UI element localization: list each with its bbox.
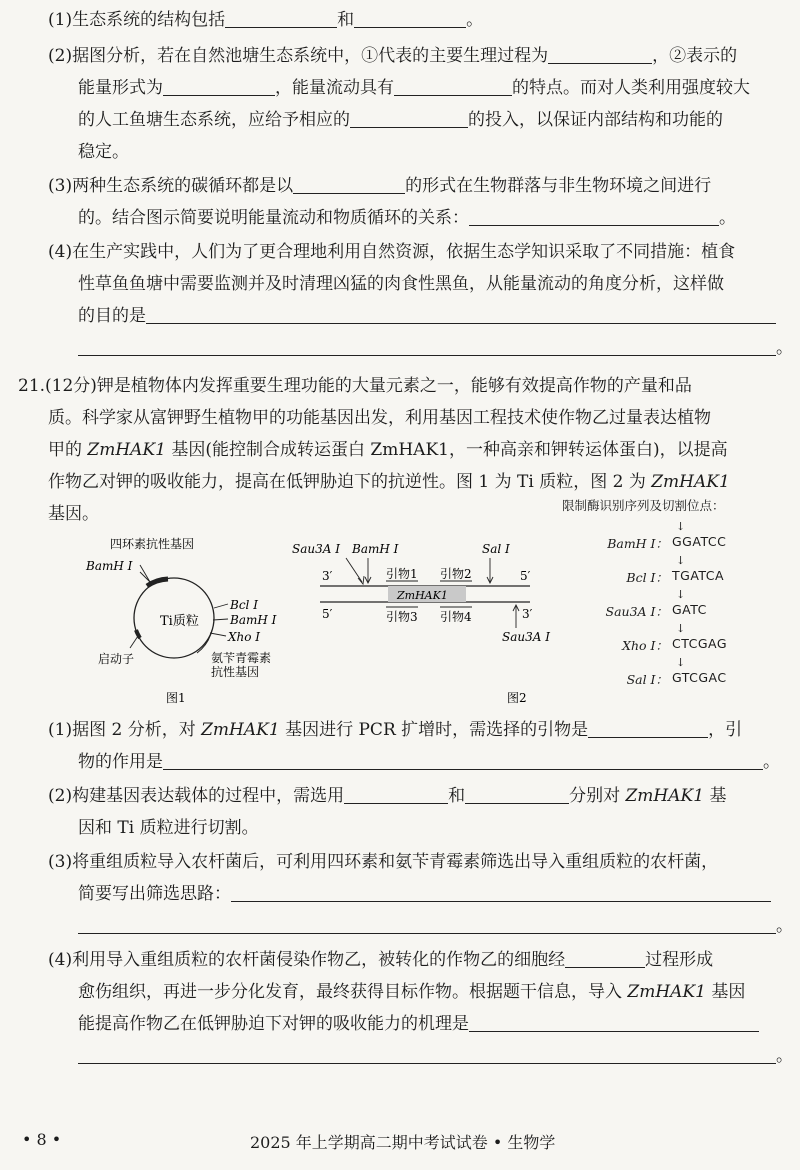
enzyme-row [578, 622, 778, 656]
tet-label: 四环素抗性基因 [110, 537, 195, 551]
q21-part2-line1 [48, 782, 800, 810]
text: (2)据图分析，若在自然池塘生态系统中，①代表的主要生理过程为 [48, 46, 549, 66]
text: 的特点。而对人类利用强度较大 [512, 78, 750, 98]
end-3-top: 3′ [322, 569, 333, 583]
text: 。 [776, 1046, 793, 1066]
q20-part2-line1 [48, 42, 800, 70]
amp-label-2: 抗性基因 [211, 665, 260, 679]
text: 和 [337, 10, 355, 30]
answer-blank[interactable] [78, 1045, 776, 1064]
text: 分别对 [569, 786, 621, 806]
text: ，②表示的 [652, 46, 738, 66]
gene-box-label: ZmHAK1 [397, 589, 448, 602]
enzyme-title [562, 498, 725, 514]
q21-part4-line3 [78, 1010, 800, 1038]
text: ，能量流动具有 [275, 78, 394, 98]
q21-stem-line1 [18, 372, 800, 400]
promoter-pointer [130, 636, 138, 648]
answer-blank[interactable] [588, 719, 708, 738]
text: 能量形式为 [78, 78, 163, 98]
amp-label-1: 氨苄青霉素 [211, 651, 272, 665]
q21-stem-line4 [48, 468, 800, 496]
enzyme-sequence: GATC [672, 602, 707, 617]
answer-blank[interactable] [469, 207, 719, 226]
answer-blank[interactable] [78, 337, 776, 356]
text: (2)构建基因表达载体的过程中，需选用 [48, 786, 345, 806]
answer-blank[interactable] [163, 751, 763, 770]
cut-arrow-icon: ↓ [676, 656, 686, 669]
text: 作物乙对钾的吸收能力，提高在低钾胁迫下的抗逆性。图 1 为 Ti 质粒，图 2 为 [48, 472, 646, 492]
text: 基因。 [48, 504, 99, 524]
xho-pointer [210, 633, 226, 636]
sau3a-top-arrow [346, 558, 362, 582]
cut-arrow-icon: ↓ [676, 588, 686, 601]
bamh-left-pointer [140, 572, 152, 584]
q20-part1 [48, 6, 800, 34]
plasmid-label: Ti质粒 [160, 614, 199, 629]
bcl-label: Bcl Ⅰ [230, 598, 258, 612]
figure-1-plasmid [85, 536, 277, 705]
answer-blank[interactable] [350, 109, 468, 128]
answer-blank[interactable] [469, 1013, 759, 1032]
text: 物的作用是 [78, 752, 163, 772]
q21-part2-line2 [78, 814, 800, 842]
enzyme-sequence: GGATCC [672, 534, 727, 549]
text: 的形式在生物群落与非生物环境之间进行 [405, 176, 712, 196]
bamh-right-label: BamH Ⅰ [230, 613, 277, 627]
q20-part2-line3 [78, 106, 800, 134]
text: (3)将重组质粒导入农杆菌后，可利用四环素和氨苄青霉素筛选出导入重组质粒的农杆菌， [48, 852, 719, 872]
text: 能提高作物乙在低钾胁迫下对钾的吸收能力的机理是 [78, 1014, 469, 1034]
enzyme-sequence: CTCGAG [672, 636, 728, 651]
q20-part2-line2 [78, 74, 800, 102]
text: 简要写出筛选思路： [78, 884, 231, 904]
text: (4)在生产实践中，人们为了更合理地利用自然资源，依据生态学知识采取了不同措施：植食 [48, 242, 736, 262]
text: 基因进行 PCR 扩增时，需选择的引物是 [285, 720, 589, 740]
gene-name: ZmHAK1 [625, 786, 705, 806]
text: 。 [719, 208, 736, 228]
bamh-left-label: BamH Ⅰ [86, 559, 133, 573]
text: 的人工鱼塘生态系统，应给予相应的 [78, 110, 350, 130]
enzyme-row [578, 588, 778, 622]
q20-part4-line1 [48, 238, 800, 266]
q20-part4-line3 [78, 302, 800, 330]
q20-part3-line2 [78, 204, 800, 232]
q20-part4-line2 [78, 270, 800, 298]
text: 21.(12分)钾是植物体内发挥重要生理功能的大量元素之一，能够有效提高作物的产量和品 [18, 376, 692, 396]
end-5-top: 5′ [520, 569, 531, 583]
text: 基因 [711, 982, 746, 1002]
enzyme-sequence: GTCGAC [672, 670, 727, 685]
figure-2-caption: 图2 [507, 691, 527, 705]
q20-part2-line4 [78, 138, 800, 166]
page-number: • 8 • [22, 1130, 62, 1149]
answer-blank[interactable] [394, 77, 512, 96]
figure-2-gene [292, 542, 550, 705]
sau3a-top-label: Sau3A Ⅰ [292, 542, 340, 556]
text: 。 [776, 916, 793, 936]
enzyme-name: BamH Ⅰ： [607, 536, 668, 551]
primer-2-label: 引物2 [440, 567, 472, 581]
text: 基 [709, 786, 727, 806]
enzyme-name: Xho Ⅰ： [622, 638, 668, 653]
answer-blank[interactable] [163, 77, 275, 96]
promoter-label: 启动子 [98, 652, 135, 666]
q21-part1-line1 [48, 716, 800, 744]
enzyme-row [578, 656, 778, 690]
gene-name: ZmHAK1 [201, 720, 280, 740]
text: (4)利用导入重组质粒的农杆菌侵染作物乙，被转化的作物乙的细胞经 [48, 950, 566, 970]
sal-top-label: Sal Ⅰ [482, 542, 510, 556]
text: ，引 [708, 720, 743, 740]
q20-part4-line4 [78, 334, 800, 362]
end-3-bottom: 3′ [522, 607, 533, 621]
q21-part4-line4 [78, 1042, 800, 1070]
end-5-bottom: 5′ [322, 607, 333, 621]
answer-blank[interactable] [293, 175, 405, 194]
q21-stem-line2 [48, 404, 800, 432]
text: 甲的 [48, 440, 82, 460]
text: 的投入，以保证内部结构和功能的 [468, 110, 723, 130]
enzyme-name: Bcl Ⅰ： [626, 570, 668, 585]
sau3a-bottom-label: Sau3A Ⅰ [502, 630, 550, 644]
answer-blank[interactable] [225, 9, 337, 28]
text: 因和 Ti 质粒进行切割。 [78, 818, 259, 838]
cut-arrow-icon: ↓ [676, 554, 686, 567]
text: (1)据图 2 分析，对 [48, 720, 196, 740]
q21-part1-line2 [78, 748, 800, 776]
q21-part4-line2 [78, 978, 800, 1006]
q21-part3-line1 [48, 848, 800, 876]
text: 基因(能控制合成转运蛋白 ZmHAK1，一种高亲和钾转运体蛋白)，以提高 [171, 440, 728, 460]
text: (3)两种生态系统的碳循环都是以 [48, 176, 294, 196]
answer-blank[interactable] [146, 305, 776, 324]
primer-3-label: 引物3 [386, 610, 418, 624]
text: 的。结合图示简要说明能量流动和物质循环的关系： [78, 208, 469, 228]
answer-blank[interactable] [78, 915, 776, 934]
answer-blank[interactable] [354, 9, 466, 28]
gene-name: ZmHAK1 [87, 440, 166, 460]
cut-arrow-icon: ↓ [676, 622, 686, 635]
enzyme-row [578, 520, 778, 554]
text: 稳定。 [78, 142, 129, 162]
cut-arrow-icon: ↓ [676, 520, 686, 533]
text: 。 [466, 10, 484, 30]
primer-4-label: 引物4 [440, 610, 472, 624]
text: 和 [448, 786, 466, 806]
bcl-pointer [214, 604, 228, 608]
q21-stem-line3 [48, 436, 800, 464]
enzyme-name: Sal Ⅰ： [626, 672, 668, 687]
answer-blank[interactable] [344, 785, 448, 804]
enzyme-sequence: TGATCA [672, 568, 725, 583]
gene-name: ZmHAK1 [627, 982, 706, 1002]
xho-label: Xho Ⅰ [228, 630, 261, 644]
text: (1)生态系统的结构包括 [48, 10, 226, 30]
text: 质。科学家从富钾野生植物甲的功能基因出发，利用基因工程技术使作物乙过量表达植物 [48, 408, 711, 428]
q20-part3-line1 [48, 172, 800, 200]
text: 愈伤组织，再进一步分化发育，最终获得目标作物。根据题干信息，导入 [78, 982, 622, 1002]
gene-name: ZmHAK1 [651, 472, 730, 492]
primer-1-label: 引物1 [386, 567, 418, 581]
enzyme-list [578, 520, 778, 690]
text: 。 [763, 752, 780, 772]
bamh-top-label: BamH Ⅰ [352, 542, 399, 556]
answer-blank[interactable] [565, 949, 645, 968]
answer-blank[interactable] [231, 883, 771, 902]
text: 性草鱼鱼塘中需要监测并及时清理凶猛的肉食性黑鱼，从能量流动的角度分析，这样做 [78, 274, 724, 294]
enzyme-row [578, 554, 778, 588]
answer-blank[interactable] [465, 785, 569, 804]
enzyme-name: Sau3A Ⅰ： [605, 604, 668, 619]
q21-part3-line3 [78, 912, 800, 940]
text: 的目的是 [78, 306, 146, 326]
answer-blank[interactable] [548, 45, 652, 64]
text: 限制酶识别序列及切割位点： [562, 498, 725, 513]
text: 。 [776, 338, 793, 358]
bamh-right-pointer [213, 619, 228, 620]
footer-title: 2025 年上学期高二期中考试试卷 • 生物学 [250, 1133, 556, 1152]
figure-1-caption: 图1 [166, 691, 186, 705]
q21-part4-line1 [48, 946, 800, 974]
q21-part3-line2 [78, 880, 800, 908]
text: 过程形成 [645, 950, 714, 970]
